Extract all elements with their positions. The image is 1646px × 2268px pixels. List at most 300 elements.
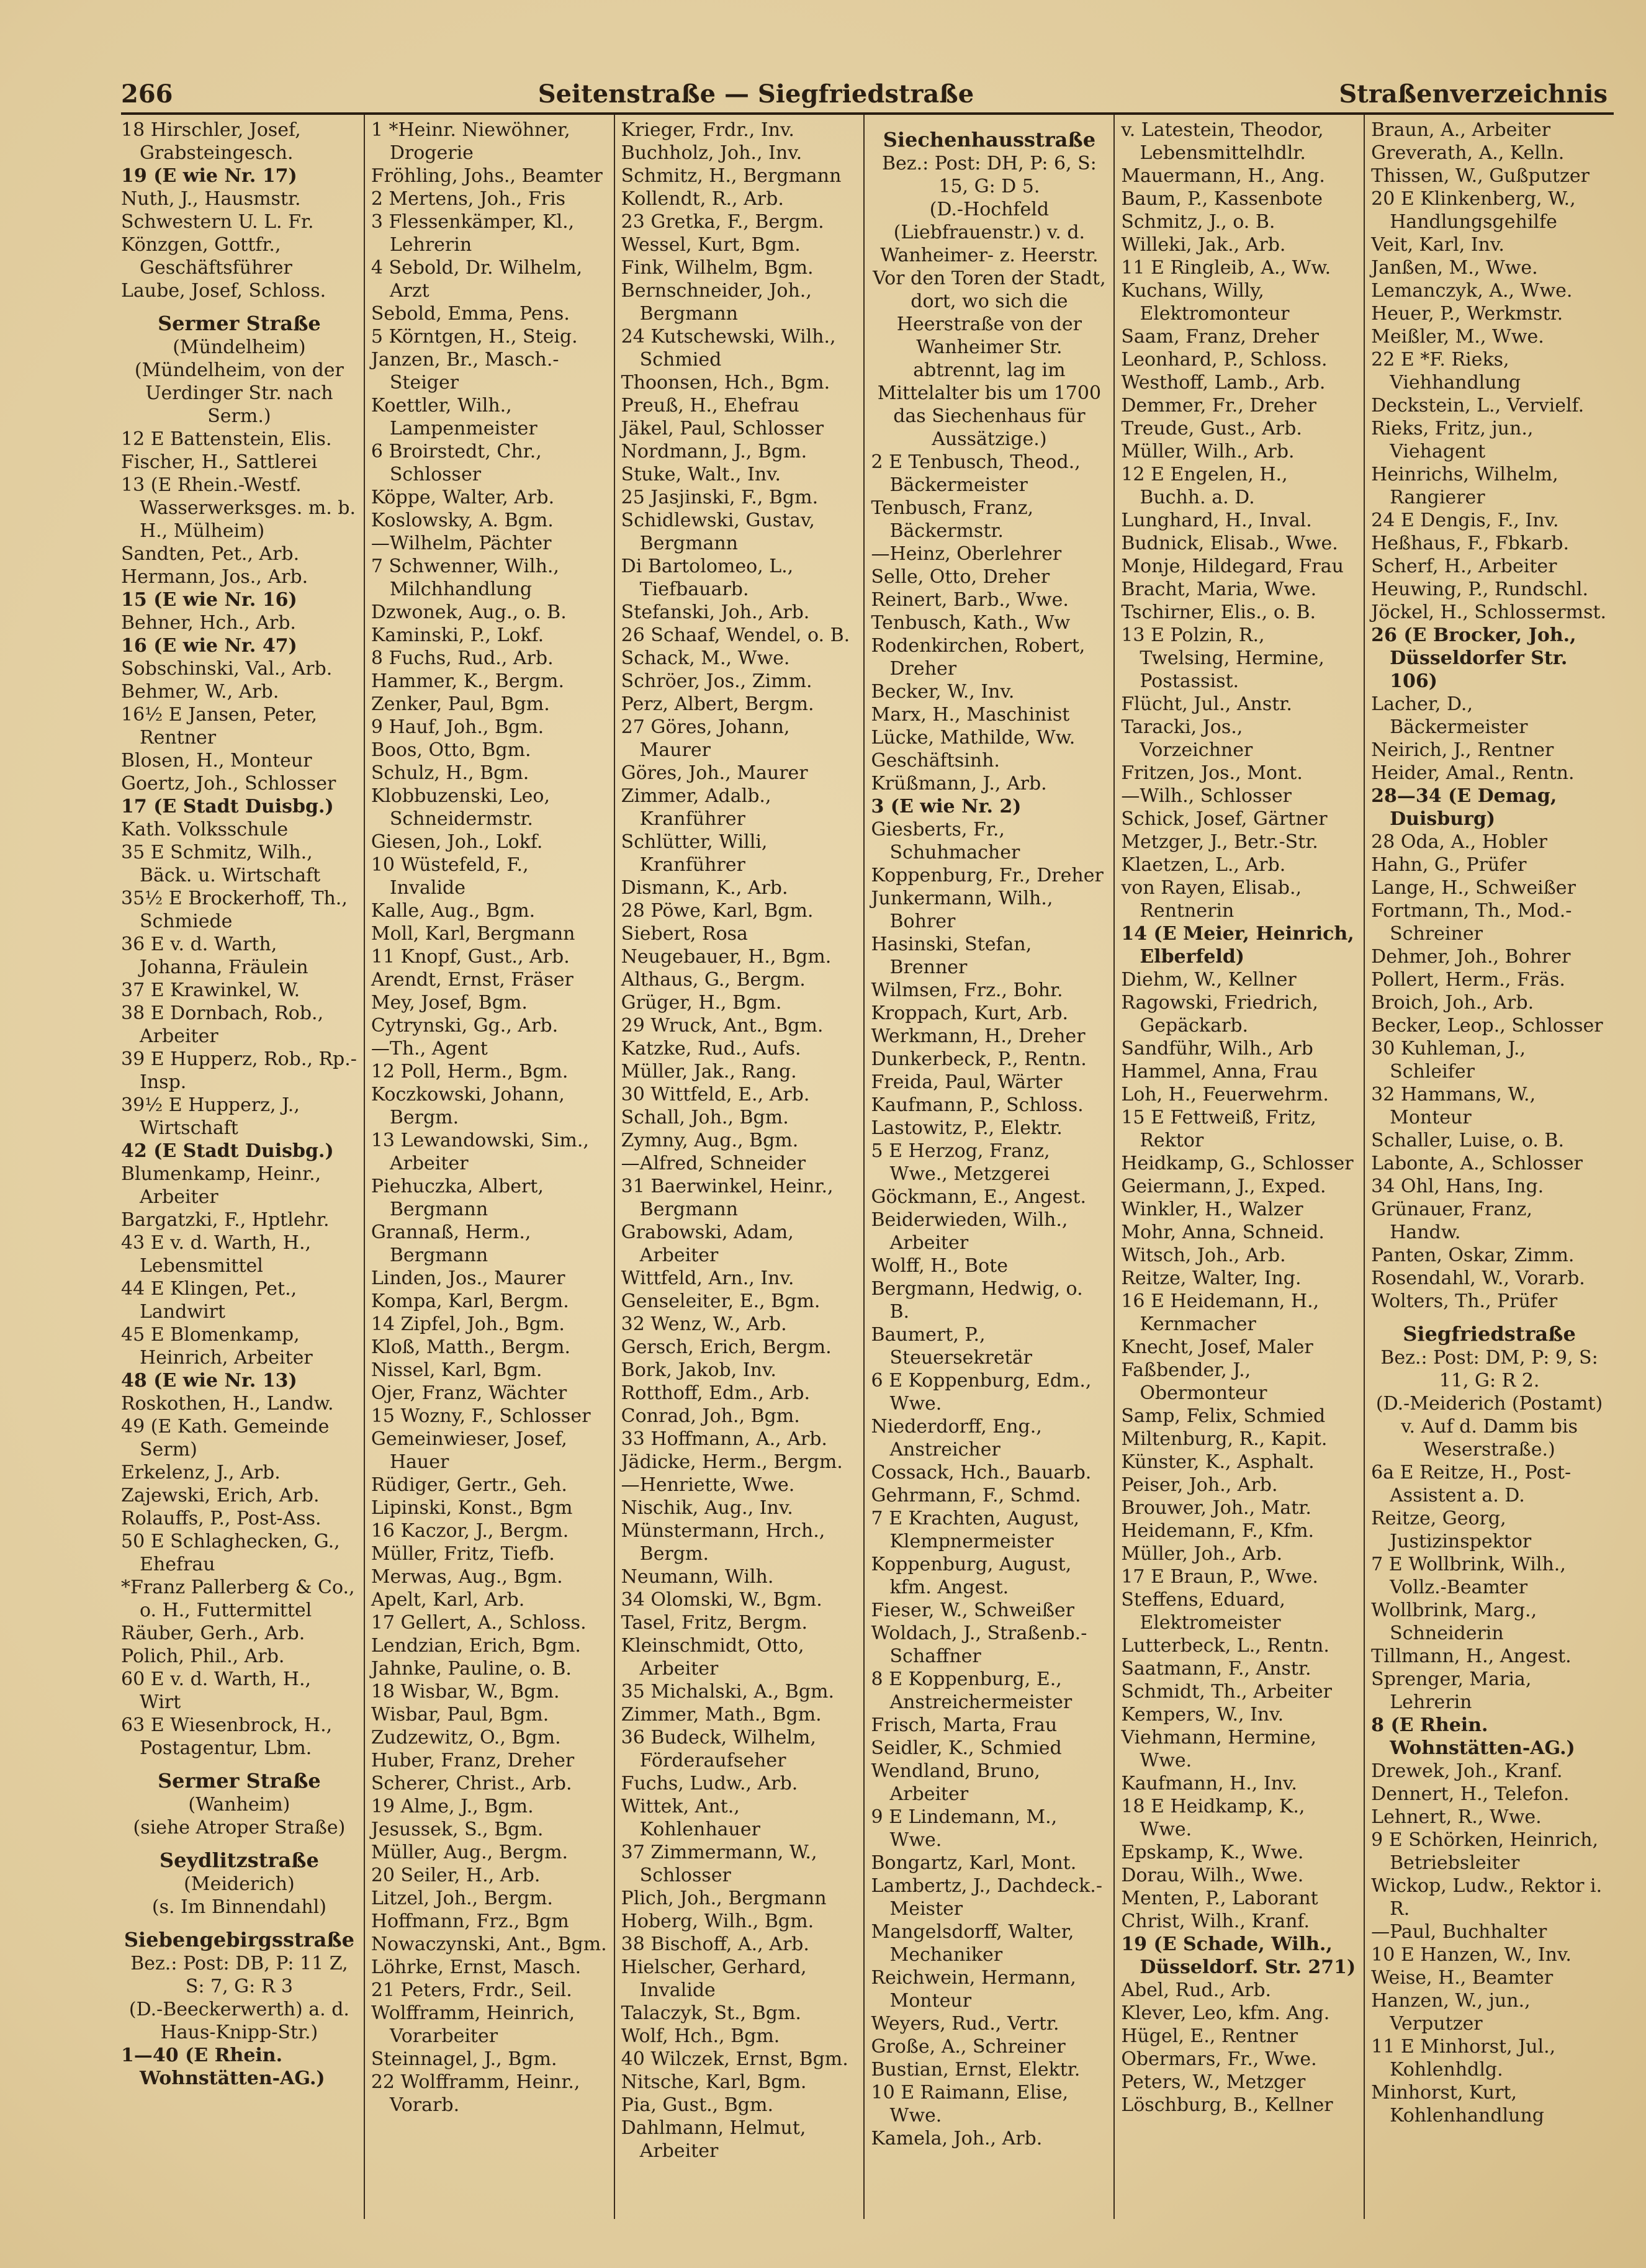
directory-entry: Dismann, K., Arb. [621,877,788,899]
directory-entry: Ragowski, Friedrich, Gepäckarb. [1121,992,1318,1037]
directory-entry: Wilmsen, Frz., Bohr. [871,979,1063,1001]
directory-entry: Broich, Joh., Arb. [1371,992,1534,1014]
directory-entry: 10 E Hanzen, W., Inv. [1371,1944,1572,1966]
directory-entry: Junkermann, Wilh., Bohrer [871,888,1053,932]
directory-entry: Neumann, Wilh. [621,1566,774,1588]
directory-entry: Buchholz, Joh., Inv. [621,142,803,164]
directory-entry: Lemanczyk, A., Wwe. [1371,280,1573,302]
directory-entry: 63 E Wiesenbrock, H., Postagentur, Lbm. [121,1714,333,1759]
section-title: Straßenverzeichnis [1339,79,1608,109]
directory-entry: 7 E Krachten, August, Klempnermeister [871,1508,1080,1552]
directory-entry: Kollendt, R., Arb. [621,188,784,210]
directory-entry: 22 Wolfframm, Heinr., Vorarb. [371,2071,580,2116]
directory-entry: 25 Jasjinski, F., Bgm. [621,487,819,508]
directory-entry: Mey, Josef, Bgm. [371,992,528,1014]
directory-entry: 38 E Dornbach, Rob., Arbeiter [121,1002,324,1047]
directory-entry: Huber, Franz, Dreher [371,1750,575,1771]
street-heading: Siebengebirgsstraße [124,1928,355,1951]
directory-entry: 10 E Raimann, Elise, Wwe. [871,2082,1069,2126]
directory-entry: 38 Bischoff, A., Arb. [621,1933,809,1955]
directory-entry: Gemeinwieser, Josef, Hauer [371,1428,567,1473]
directory-entry: Jäkel, Paul, Schlosser [621,418,824,439]
directory-entry: Cytrynski, Gg., Arb. [371,1015,559,1037]
street-note: (siehe Atroper Straße) [133,1817,346,1838]
directory-entry: Baumert, P., Steuersekretär [871,1324,1032,1369]
directory-entry: 37 E Krawinkel, W. [121,979,300,1001]
directory-entry: Sandführ, Wilh., Arb [1121,1038,1313,1060]
directory-entry: Rotthoff, Edm., Arb. [621,1382,811,1404]
directory-entry: 28 Pöwe, Karl, Bgm. [621,900,814,922]
directory-entry: Flücht, Jul., Anstr. [1121,693,1292,715]
directory-entry: Hammel, Anna, Frau [1121,1061,1318,1082]
directory-entry: 24 Kutschewski, Wilh., Schmied [621,326,836,371]
directory-entry: Heuer, P., Werkmstr. [1371,303,1563,325]
directory-entry: Giesen, Joh., Lokf. [371,831,543,853]
directory-entry: Bracht, Maria, Wwe. [1121,578,1317,600]
directory-entry: 3 (E wie Nr. 2) [871,796,1022,817]
directory-entry: Könzgen, Gottfr., Geschäftsführer [121,234,292,279]
directory-entry: Deckstein, L., Vervielf. [1371,395,1585,416]
directory-entry: Arendt, Ernst, Fräser [371,969,573,991]
directory-entry: Hielscher, Gerhard, Invalide [621,1956,807,2001]
directory-entry: Reitze, Walter, Ing. [1121,1267,1302,1289]
directory-entry: 18 Wisbar, W., Bgm. [371,1681,560,1703]
directory-entry: Litzel, Joh., Bergm. [371,1888,553,1909]
street-note: Bez.: Post: DB, P: 11 Z, S: 7, G: R 3 [130,1953,348,1997]
directory-entry: Janzen, Br., Masch.-Steiger [371,349,559,394]
directory-entry: Stuke, Walt., Inv. [621,464,781,485]
directory-entry: Veit, Karl, Inv. [1371,234,1504,256]
directory-entry: Behmer, W., Arb. [121,681,279,703]
directory-entry: Marx, H., Maschinist [871,704,1070,726]
directory-entry: 7 E Wollbrink, Wilh., Vollz.-Beamter [1371,1554,1566,1598]
directory-entry: Knecht, Josef, Maler [1121,1336,1313,1358]
directory-entry: Kompa, Karl, Bergm. [371,1290,569,1312]
directory-entry: 2 Mertens, Joh., Fris [371,188,566,210]
directory-entry: Zajewski, Erich, Arb. [121,1485,320,1506]
directory-entry: 17 E Braun, P., Wwe. [1121,1566,1318,1588]
directory-entry: Hammer, K., Bergm. [371,670,564,692]
directory-entry: Große, A., Schreiner [871,2036,1066,2058]
directory-entry: 7 Schwenner, Wilh., Milchhandlung [371,556,559,600]
directory-entry: Meißler, M., Wwe. [1371,326,1544,348]
directory-entry: Beiderwieden, Wilh., Arbeiter [871,1209,1068,1254]
street-note: Bez.: Post: DH, P: 6, S: 15, G: D 5. [882,153,1097,197]
directory-entry: von Rayen, Elisab., Rentnerin [1121,877,1302,922]
directory-entry: Piehuczka, Albert, Bergmann [371,1176,544,1220]
directory-entry: Tenbusch, Kath., Ww [871,612,1071,634]
directory-entry: Lehnert, R., Wwe. [1371,1806,1542,1828]
directory-entry: Nischik, Aug., Inv. [621,1497,793,1519]
directory-entry: Scherer, Christ., Arb. [371,1773,572,1794]
directory-entry: 13 E Polzin, R., Twelsing, Hermine, Postassist. [1121,624,1324,692]
directory-entry: Goertz, Joh., Schlosser [121,773,336,794]
directory-entry: Epskamp, K., Wwe. [1121,1842,1304,1863]
directory-entry: Münstermann, Hrch., Bergm. [621,1520,825,1565]
directory-entry: Taracki, Jos., Vorzeichner [1121,716,1253,761]
directory-entry: Heuwing, P., Rundschl. [1371,578,1589,600]
directory-entry: Wolters, Th., Prüfer [1371,1290,1558,1312]
directory-entry: Zimmer, Math., Bgm. [621,1704,822,1726]
directory-entry: Treude, Gust., Arb. [1121,418,1302,439]
directory-entry: 35 Michalski, A., Bgm. [621,1681,835,1703]
directory-entry: 10 Wüstefeld, F., Invalide [371,854,529,899]
street-heading: Siegfriedstraße [1403,1322,1576,1346]
directory-entry: Pia, Gust., Bgm. [621,2094,773,2116]
directory-entry: Wollbrink, Marg., Schneiderin [1371,1600,1537,1644]
directory-entry: 37 Zimmermann, W., Schlosser [621,1842,817,1886]
directory-entry: Weise, H., Beamter [1371,1967,1554,1989]
page-header [121,79,1614,115]
directory-entry: 17 (E Stadt Duisbg.) [121,796,334,817]
directory-entry: Koppenburg, August, kfm. Angest. [871,1554,1072,1598]
directory-entry: 11 E Ringleib, A., Ww. [1121,257,1331,279]
column-3 [614,115,864,2219]
directory-entry: Köppe, Walter, Arb. [371,487,555,508]
directory-entry: 18 E Heidkamp, K., Wwe. [1121,1796,1305,1840]
directory-entry: Geschäftsinh. [871,750,1000,772]
directory-entry: Lacher, D., Bäckermeister [1371,693,1528,738]
page-number: 266 [121,79,173,109]
directory-entry: Lendzian, Erich, Bgm. [371,1635,581,1657]
directory-entry: 36 Budeck, Wilhelm, Förderaufseher [621,1727,816,1771]
directory-entry: Koppenburg, Fr., Dreher [871,865,1104,886]
directory-entry: Neirich, J., Rentner [1371,739,1554,761]
directory-entry: Boos, Otto, Bgm. [371,739,531,761]
directory-entry: Lücke, Mathilde, Ww. [871,727,1076,749]
directory-entry: —Paul, Buchhalter [1371,1921,1547,1943]
directory-entry: Merwas, Aug., Bgm. [371,1566,563,1588]
directory-entry: 60 E v. d. Warth, H., Wirt [121,1668,312,1713]
directory-entry: Laube, Josef, Schloss. [121,280,326,302]
directory-entry: Wolf, Hch., Bgm. [621,2025,780,2047]
directory-entry: Bargatzki, F., Hptlehr. [121,1209,330,1231]
directory-entry: 20 E Klinkenberg, W., Handlungsgehilfe [1371,188,1576,233]
directory-entry: Neugebauer, H., Bgm. [621,946,832,968]
directory-entry: Menten, P., Laborant [1121,1888,1318,1909]
directory-entry: Conrad, Joh., Bgm. [621,1405,800,1427]
directory-entry: Kaufmann, P., Schloss. [871,1094,1084,1116]
directory-entry: Miltenburg, R., Kapit. [1121,1428,1328,1450]
directory-entry: Polich, Phil., Arb. [121,1645,285,1667]
directory-entry: Schmidt, Th., Arbeiter [1121,1681,1333,1703]
directory-entry: 32 Hammans, W., Monteur [1371,1084,1536,1128]
directory-entry: Zymny, Aug., Bgm. [621,1130,799,1151]
directory-entry: Hanzen, W., jun., Verputzer [1371,1990,1531,2035]
directory-entry: Kroppach, Kurt, Arb. [871,1002,1069,1024]
directory-entry: Scherf, H., Arbeiter [1371,556,1557,577]
directory-entry: Koettler, Wilh., Lampenmeister [371,395,537,439]
directory-entry: Becker, W., Inv. [871,681,1015,703]
directory-entry: 34 Ohl, Hans, Ing. [1371,1176,1544,1197]
street-note: (D.-Hochfeld (Liebfrauenstr.) v. d. Wanheimer- z. Heerstr. Vor den Toren der Stadt, dort, wo sich die Heerstraße von der Wanheimer Str. abtrennt, lag im Mittelalter bis um 1700 das Siechenhaus für Aussätzige.) [873,199,1106,450]
directory-entry: Wittfeld, Arn., Inv. [621,1267,794,1289]
directory-entry: Becker, Leop., Schlosser [1371,1015,1603,1037]
directory-entry: Jesussek, S., Bgm. [371,1819,544,1840]
directory-entry: Schwestern U. L. Fr. [121,211,314,233]
directory-entry: Wendland, Bruno, Arbeiter [871,1760,1040,1805]
directory-entry: 13 (E Rhein.-Westf. Wasserwerksges. m. b. H., Mülheim) [121,474,356,542]
directory-entry: Grüger, H., Bgm. [621,992,782,1014]
directory-entry: Hasinski, Stefan, Brenner [871,934,1032,978]
directory-entry: Hoberg, Wilh., Bgm. [621,1910,814,1932]
directory-entry: Lastowitz, P., Elektr. [871,1117,1063,1139]
directory-entry: Heinrichs, Wilhelm, Rangierer [1371,464,1558,508]
directory-entry: Müller, Aug., Bergm. [371,1842,569,1863]
directory-entry: 16 E Heidemann, H., Kernmacher [1121,1290,1320,1335]
directory-entry: 15 (E wie Nr. 16) [121,589,297,611]
directory-entry: Hügel, E., Rentner [1121,2025,1298,2047]
directory-entry: —Henriette, Wwe. [621,1474,795,1496]
directory-entry: 3 Flessenkämper, Kl., Lehrerin [371,211,575,256]
directory-entry: Althaus, G., Bergm. [621,969,806,991]
directory-entry: Dehmer, Joh., Bohrer [1371,946,1571,968]
directory-entry: Sandten, Pet., Arb. [121,543,300,565]
directory-entry: 8 E Koppenburg, E., Anstreichermeister [871,1668,1073,1713]
directory-entry: 23 Gretka, F., Bergm. [621,211,824,233]
directory-entry: Pollert, Herm., Fräs. [1371,969,1565,991]
directory-entry: Minhorst, Kurt, Kohlenhandlung [1371,2082,1544,2126]
directory-entry: Selle, Otto, Dreher [871,566,1050,588]
directory-entry: Braun, A., Arbeiter [1371,119,1551,141]
directory-entry: Jöckel, H., Schlossermst. [1371,601,1607,623]
street-note: (D.-Beeckerwerth) a. d. Haus-Knipp-Str.) [128,1999,349,2043]
directory-entry: 28—34 (E Demag, Duisburg) [1371,785,1557,830]
directory-entry: 40 Wilczek, Ernst, Bgm. [621,2048,848,2070]
directory-entry: 9 Hauf, Joh., Bgm. [371,716,544,738]
directory-entry: Plich, Joh., Bergmann [621,1888,827,1909]
directory-entry: 6 Broirstedt, Chr., Schlosser [371,441,542,485]
column-2 [364,115,614,2219]
directory-entry: Peiser, Joh., Arb. [1121,1474,1278,1496]
directory-entry: Sobschinski, Val., Arb. [121,658,333,680]
directory-entry: 9 E Lindemann, M., Wwe. [871,1806,1058,1851]
directory-entry: Steffens, Eduard, Elektromeister [1121,1589,1285,1634]
directory-entry: —Th., Agent [371,1038,488,1060]
directory-entry: Giesberts, Fr., Schuhmacher [871,819,1020,863]
directory-entry: Künster, K., Asphalt. [1121,1451,1315,1473]
directory-entry: 16½ E Jansen, Peter, Rentner [121,704,317,749]
directory-entry: Linden, Jos., Maurer [371,1267,565,1289]
directory-entry: Dorau, Wilh., Wwe. [1121,1865,1304,1886]
directory-entry: Heider, Amal., Rentn. [1371,762,1575,784]
directory-entry: —Alfred, Schneider [621,1153,806,1174]
directory-entry: Metzger, J., Betr.-Str. [1121,831,1318,853]
directory-entry: 5 E Herzog, Franz, Wwe., Metzgerei [871,1140,1050,1185]
directory-entry: 33 Hoffmann, A., Arb. [621,1428,827,1450]
directory-entry: Wolfframm, Heinrich, Vorarbeiter [371,2002,575,2047]
street-note: (Meiderich) [184,1873,295,1895]
directory-entry: Baum, P., Kassenbote [1121,188,1323,210]
directory-entry: 50 E Schlaghecken, G., Ehefrau [121,1531,340,1575]
directory-entry: Labonte, A., Schlosser [1371,1153,1583,1174]
directory-entry: Roskothen, H., Landw. [121,1393,334,1415]
directory-entry: Freida, Paul, Wärter [871,1071,1063,1093]
directory-entry: Sebold, Emma, Pens. [371,303,570,325]
directory-entry: Rosendahl, W., Vorarb. [1371,1267,1585,1289]
directory-entry: Lunghard, H., Inval. [1121,510,1312,531]
directory-entry: Koslowsky, A. Bgm. [371,510,554,531]
directory-entry: 29 Wruck, Ant., Bgm. [621,1015,824,1037]
directory-entry: 43 E v. d. Warth, H., Lebensmittel [121,1232,312,1277]
directory-entry: Nitsche, Karl, Bgm. [621,2071,807,2093]
directory-entry: Viehmann, Hermine, Wwe. [1121,1727,1317,1771]
directory-entry: 20 Seiler, H., Arb. [371,1865,541,1886]
directory-entry: Diehm, W., Kellner [1121,969,1297,991]
directory-entry: 13 Lewandowski, Sim., Arbeiter [371,1130,589,1174]
directory-entry: Hoffmann, Frz., Bgm [371,1910,569,1932]
street-note: (Mündelheim, von der Uerdinger Str. nach Serm.) [134,359,344,427]
directory-entry: Preuß, H., Ehefrau [621,395,799,416]
directory-entry: Müller, Jak., Rang. [621,1061,797,1082]
directory-entry: Schack, M., Wwe. [621,647,790,669]
directory-entry: Di Bartolomeo, L., Tiefbauarb. [621,556,794,600]
directory-entry: Hahn, G., Prüfer [1371,854,1527,876]
directory-entry: 22 E *F. Rieks, Viehhandlung [1371,349,1521,394]
directory-entry: Abel, Rud., Arb. [1121,1979,1272,2001]
directory-entry: Müller, Fritz, Tiefb. [371,1543,555,1565]
directory-entry: 17 Gellert, A., Schloss. [371,1612,587,1634]
directory-entry: 19 (E Schade, Wilh., Düsseldorf. Str. 271) [1121,1933,1356,1978]
directory-entry: Jädicke, Herm., Bergm. [621,1451,843,1473]
directory-entry: Thissen, W., Gußputzer [1371,165,1590,187]
directory-entry: 12 E Battenstein, Elis. [121,428,332,450]
directory-entry: Werkmann, H., Dreher [871,1025,1086,1047]
directory-entry: —Heinz, Oberlehrer [871,543,1062,565]
directory-entry: Talaczyk, St., Bgm. [621,2002,801,2024]
directory-entry: 8 Fuchs, Rud., Arb. [371,647,554,669]
directory-entry: Hermann, Jos., Arb. [121,566,308,588]
directory-entry: Kath. Volksschule [121,819,289,840]
directory-entry: 19 (E wie Nr. 17) [121,165,297,187]
directory-entry: 39 E Hupperz, Rob., Rp.-Insp. [121,1048,357,1093]
directory-entry: 30 Wittfeld, E., Arb. [621,1084,810,1105]
directory-entry: Fuchs, Ludw., Arb. [621,1773,798,1794]
directory-entry: 21 Peters, Frdr., Seil. [371,1979,572,2001]
directory-entry: Kaminski, P., Lokf. [371,624,544,646]
directory-entry: Schmitz, J., o. B. [1121,211,1275,233]
directory-entry: 49 (E Kath. Gemeinde Serm) [121,1416,330,1460]
directory-entry: Bork, Jakob, Inv. [621,1359,776,1381]
directory-entry: Lambertz, J., Dachdeck.-Meister [871,1875,1102,1920]
directory-entry: 27 Göres, Johann, Maurer [621,716,790,761]
directory-entry: 42 (E Stadt Duisbg.) [121,1140,334,1162]
directory-entry: Schlütter, Willi, Kranführer [621,831,768,876]
directory-entry: Zimmer, Adalb., Kranführer [621,785,771,830]
directory-entry: 1—40 (E Rhein. Wohnstätten-AG.) [121,2045,325,2089]
directory-entry: Koczkowski, Johann, Bergm. [371,1084,565,1128]
directory-entry: Krieger, Frdr., Inv. [621,119,794,141]
directory-entry: 32 Wenz, W., Arb. [621,1313,787,1335]
directory-entry: Bongartz, Karl, Mont. [871,1852,1077,1874]
directory-entry: Klaetzen, L., Arb. [1121,854,1286,876]
directory-entry: Grannaß, Herm., Bergmann [371,1222,531,1266]
directory-entry: 28 Oda, A., Hobler [1371,831,1547,853]
directory-entry: 16 Kaczor, J., Bergm. [371,1520,569,1542]
column-6 [1364,115,1614,2219]
directory-entry: Heidkamp, G., Schlosser [1121,1153,1354,1174]
directory-entry: 45 E Blomenkamp, Heinrich, Arbeiter [121,1324,313,1369]
directory-entry: Saatmann, F., Anstr. [1121,1658,1311,1680]
directory-entry: 35 E Schmitz, Wilh., Bäck. u. Wirtschaft [121,842,321,886]
directory-entry: Schaller, Luise, o. B. [1371,1130,1565,1151]
directory-entry: Thoonsen, Hch., Bgm. [621,372,830,394]
directory-entry: Janßen, M., Wwe. [1371,257,1538,279]
directory-entry: Ojer, Franz, Wächter [371,1382,567,1404]
directory-entry: Seidler, K., Schmied [871,1737,1062,1759]
directory-entry: Fortmann, Th., Mod.-Schreiner [1371,900,1572,945]
directory-entry: Tasel, Fritz, Bergm. [621,1612,808,1634]
street-heading: Sermer Straße [158,1769,321,1793]
column-1 [121,115,364,2219]
directory-entry: Tillmann, H., Angest. [1371,1645,1572,1667]
directory-entry: Stefanski, Joh., Arb. [621,601,810,623]
directory-entry: Sprenger, Maria, Lehrerin [1371,1668,1532,1713]
directory-entry: Nissel, Karl, Bgm. [371,1359,542,1381]
column-4 [863,115,1113,2219]
directory-entry: 8 (E Rhein. Wohnstätten-AG.) [1371,1714,1575,1759]
directory-entry: Bergmann, Hedwig, o. B. [871,1278,1083,1323]
directory-entry: 15 Wozny, F., Schlosser [371,1405,591,1427]
directory-entry: Lange, H., Schweißer [1371,877,1576,899]
directory-entry: Grünauer, Franz, Handw. [1371,1199,1532,1243]
directory-entry: Gehrmann, F., Schmd. [871,1485,1081,1506]
directory-entry: 5 Körntgen, H., Steig. [371,326,578,348]
directory-entry: —Wilh., Schlosser [1121,785,1292,807]
directory-entry: Tenbusch, Franz, Bäckermstr. [871,497,1034,542]
directory-entry: Zudzewitz, O., Bgm. [371,1727,561,1748]
directory-entry: 19 Alme, J., Bgm. [371,1796,534,1817]
directory-entry: Weyers, Rud., Vertr. [871,2013,1059,2035]
directory-entry: Nowaczynski, Ant., Bgm. [371,1933,607,1955]
directory-entry: Erkelenz, J., Arb. [121,1462,281,1483]
directory-entry: Klever, Leo, kfm. Ang. [1121,2002,1330,2024]
directory-entry: Jahnke, Pauline, o. B. [371,1658,572,1680]
directory-entry: 34 Olomski, W., Bgm. [621,1589,822,1611]
directory-entry: Kalle, Aug., Bgm. [371,900,536,922]
directory-entry: Mohr, Anna, Schneid. [1121,1222,1324,1243]
directory-entry: 14 Zipfel, Joh., Bgm. [371,1313,565,1335]
street-heading: Sermer Straße [158,312,321,335]
directory-entry: Lipinski, Konst., Bgm [371,1497,573,1519]
directory-entry: 12 E Engelen, H., Buchh. a. D. [1121,464,1288,508]
directory-entry: Mangelsdorff, Walter, Mechaniker [871,1921,1074,1966]
directory-entry: Fischer, H., Sattlerei [121,451,318,473]
directory-entry: Loh, H., Feuerwehrm. [1121,1084,1329,1105]
directory-entry: Witsch, Joh., Arb. [1121,1244,1286,1266]
directory-entry: 26 Schaaf, Wendel, o. B. [621,624,850,646]
directory-entry: Westhoff, Lamb., Arb. [1121,372,1326,394]
directory-entry: Cossack, Hch., Bauarb. [871,1462,1092,1483]
directory-entry: Heidemann, F., Kfm. [1121,1520,1315,1542]
directory-entry: Wittek, Ant., Kohlenhauer [621,1796,760,1840]
directory-entry: Siebert, Rosa [621,923,748,945]
directory-entry: Kempers, W., Inv. [1121,1704,1284,1726]
directory-entry: 26 (E Brocker, Joh., Düsseldorfer Str. 106) [1371,624,1576,692]
directory-entry: Reitze, Georg, Justizinspektor [1371,1508,1532,1552]
directory-entry: Rolauffs, P., Post-Ass. [121,1508,322,1529]
directory-entry: Löhrke, Ernst, Masch. [371,1956,582,1978]
directory-entry: Reinert, Barb., Wwe. [871,589,1069,611]
directory-entry: Kuchans, Willy, Elektromonteur [1121,280,1290,325]
directory-entry: Räuber, Gerh., Arb. [121,1622,305,1644]
directory-entry: 9 E Schörken, Heinrich, Betriebsleiter [1371,1829,1599,1874]
directory-entry: Dennert, H., Telefon. [1371,1783,1570,1805]
directory-entry: Schick, Josef, Gärtner [1121,808,1328,830]
directory-entry: Demmer, Fr., Dreher [1121,395,1316,416]
directory-entry: Winkler, H., Walzer [1121,1199,1303,1220]
directory-entry: 48 (E wie Nr. 13) [121,1370,297,1392]
